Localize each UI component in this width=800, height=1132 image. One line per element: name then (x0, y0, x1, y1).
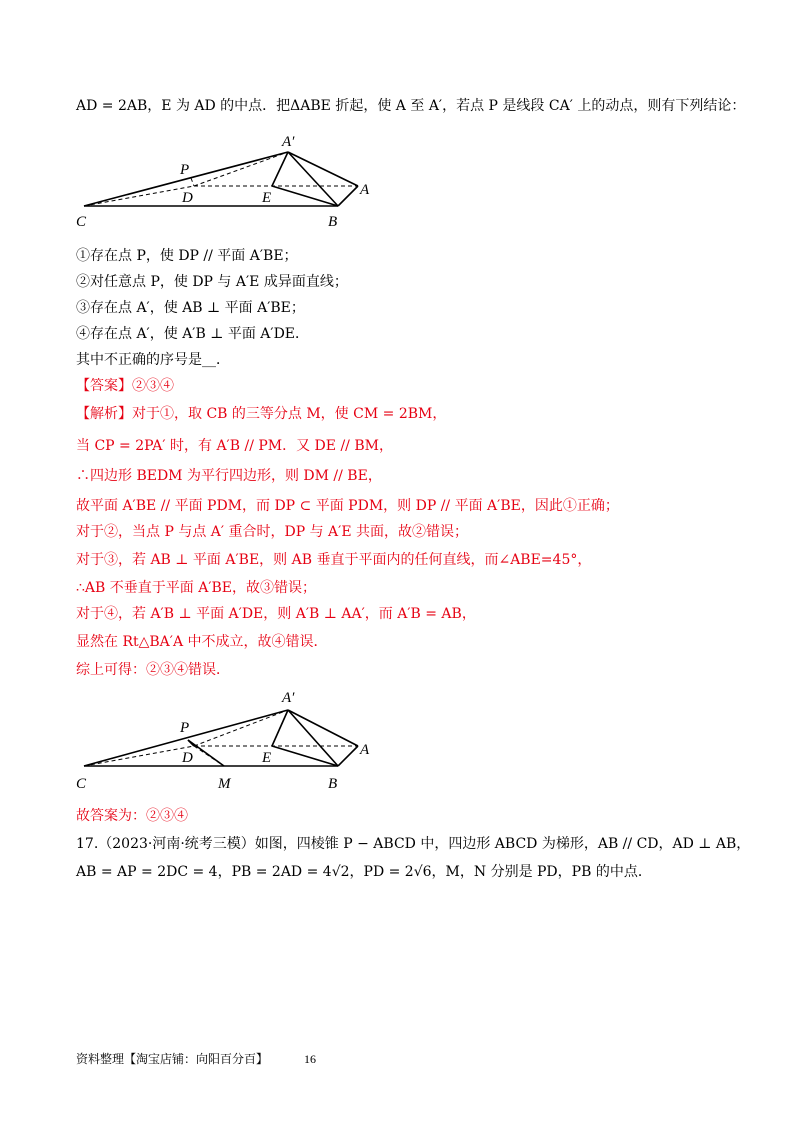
analysis-line-3: ∴四边形 BEDM 为平行四边形，则 DM // BE， (76, 468, 382, 484)
statement-2: ②对任意点 P，使 DP 与 A′E 成异面直线； (76, 274, 348, 290)
fig2-label-b: B (328, 776, 338, 792)
analysis-line-2: 当 CP = 2PA′ 时，有 A′B // PM．又 DE // BM， (76, 438, 393, 454)
statement-3: ③存在点 A′，使 AB ⊥ 平面 A′BE； (76, 300, 305, 316)
page-number: 16 (304, 1052, 317, 1066)
fig2-label-e: E (262, 750, 272, 766)
problem17-line-2: AB = AP = 2DC = 4，PB = 2AD = 4√2，PD = 2√6，M，N 分别是 PD，PB 的中点． (76, 864, 652, 880)
analysis-tag: 【解析】 (76, 406, 132, 422)
question: 其中不正确的序号是__． (76, 352, 230, 368)
figure-2 (76, 684, 376, 800)
analysis-line-8: 对于④，若 A′B ⊥ 平面 A′DE，则 A′B ⊥ AA′，而 A′B = AB， (76, 606, 476, 622)
fig1-label-a-prime: A′ (282, 134, 295, 150)
analysis-line-10: 综上可得：②③④错误． (76, 662, 230, 678)
fig2-label-d: D (182, 750, 193, 766)
fig2-label-m: M (218, 776, 231, 792)
figure-1-svg (76, 128, 376, 232)
analysis-line-1 (76, 404, 446, 424)
statement-1: ①存在点 P，使 DP // 平面 A′BE； (76, 248, 298, 264)
fig1-label-d: D (182, 190, 193, 206)
fig1-label-a: A (360, 182, 370, 198)
fig1-label-p: P (180, 162, 190, 178)
analysis-line-5: 对于②，当点 P 与点 A′ 重合时，DP 与 A′E 共面，故②错误； (76, 524, 469, 540)
figure-2-svg (76, 684, 376, 796)
analysis-line-9: 显然在 Rt△BA′A 中不成立，故④错误． (76, 634, 328, 650)
answer: 【答案】②③④ (76, 378, 174, 394)
fig1-label-e: E (262, 190, 272, 206)
figure-1 (76, 128, 376, 236)
fig2-label-a: A (360, 742, 370, 758)
problem17-line-1: 17.（2023·河南·统考三模）如图，四棱锥 P − ABCD 中，四边形 ABCD 为梯形，AB // CD，AD ⊥ AB， (76, 836, 751, 852)
fig2-label-c: C (76, 776, 87, 792)
problem-intro: AD = 2AB，E 为 AD 的中点．把ΔABE 折起，使 A 至 A′，若点 P 是线段 CA′ 上的动点，则有下列结论： (76, 98, 746, 114)
page-footer (76, 1050, 316, 1067)
statement-4: ④存在点 A′，使 A′B ⊥ 平面 A′DE． (76, 326, 310, 342)
analysis-line-7: ∴AB 不垂直于平面 A′BE，故③错误； (76, 580, 317, 596)
final-answer: 故答案为：②③④ (76, 808, 188, 824)
fig2-label-p: P (180, 720, 190, 736)
fig1-label-b: B (328, 214, 338, 230)
analysis-line-4: 故平面 A′BE // 平面 PDM，而 DP ⊂ 平面 PDM，则 DP // 平面 A′BE，因此①正确； (76, 498, 619, 514)
analysis-line-6: 对于③，若 AB ⊥ 平面 A′BE，则 AB 垂直于平面内的任何直线，而∠ABE=45°， (76, 552, 592, 568)
analysis-text-1: 对于①，取 CB 的三等分点 M，使 CM = 2BM， (132, 406, 447, 422)
fig1-label-c: C (76, 214, 87, 230)
footer-source: 资料整理【淘宝店铺：向阳百分百】 (76, 1052, 269, 1066)
fig2-label-a-prime: A′ (282, 690, 295, 706)
